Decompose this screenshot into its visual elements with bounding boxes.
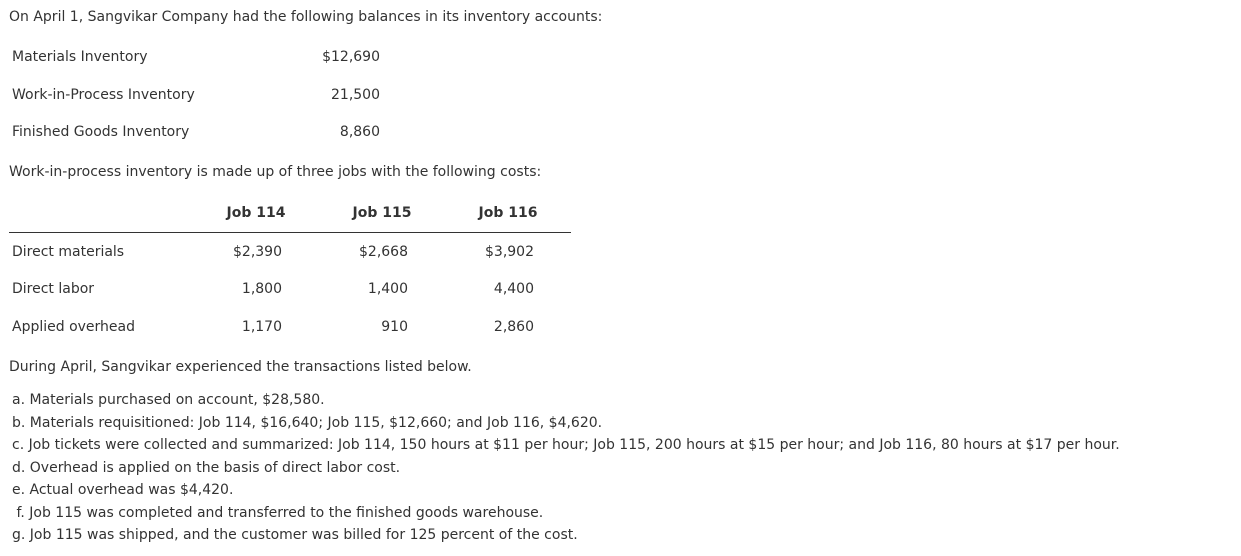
list-item: e. Actual overhead was $4,420.: [12, 482, 234, 498]
cell-value: 1,400: [367, 281, 408, 297]
balance-label: Finished Goods Inventory: [12, 124, 190, 140]
column-header-job-115: Job 115: [352, 205, 412, 221]
cell-value: 910: [381, 319, 408, 335]
intro-text: On April 1, Sangvikar Company had the following balances in its inventory accounts:: [9, 9, 603, 25]
balance-label: Materials Inventory: [12, 49, 148, 65]
list-item: f. Job 115 was completed and transferred to the finished goods warehouse.: [12, 505, 544, 521]
cell-value: $3,902: [485, 244, 534, 260]
column-header-job-116: Job 116: [478, 205, 538, 221]
list-item: c. Job tickets were collected and summarized: Job 114, 150 hours at $11 per hour; Job 115, 200 hours at $15 per hour; and Job 116, 80 hours at $17 per hour.: [12, 437, 1120, 453]
list-item: d. Overhead is applied on the basis of direct labor cost.: [12, 460, 401, 476]
balance-value: 21,500: [331, 87, 380, 103]
row-label: Direct materials: [12, 244, 125, 260]
cell-value: $2,390: [233, 244, 282, 260]
balance-value: $12,690: [322, 49, 380, 65]
cell-value: 2,860: [493, 319, 534, 335]
header-divider: [9, 232, 571, 233]
balance-value: 8,860: [339, 124, 380, 140]
cell-value: $2,668: [359, 244, 408, 260]
balance-label: Work-in-Process Inventory: [12, 87, 195, 103]
during-text: During April, Sangvikar experienced the transactions listed below.: [9, 359, 472, 375]
cell-value: 1,170: [241, 319, 282, 335]
list-item: b. Materials requisitioned: Job 114, $16,640; Job 115, $12,660; and Job 116, $4,620.: [12, 415, 603, 431]
column-header-job-114: Job 114: [226, 205, 286, 221]
list-item: g. Job 115 was shipped, and the customer was billed for 125 percent of the cost.: [12, 527, 578, 543]
list-item: a. Materials purchased on account, $28,580.: [12, 392, 325, 408]
cell-value: 1,800: [241, 281, 282, 297]
cell-value: 4,400: [493, 281, 534, 297]
wip-intro-text: Work-in-process inventory is made up of three jobs with the following costs:: [9, 164, 542, 180]
row-label: Applied overhead: [12, 319, 136, 335]
row-label: Direct labor: [12, 281, 95, 297]
